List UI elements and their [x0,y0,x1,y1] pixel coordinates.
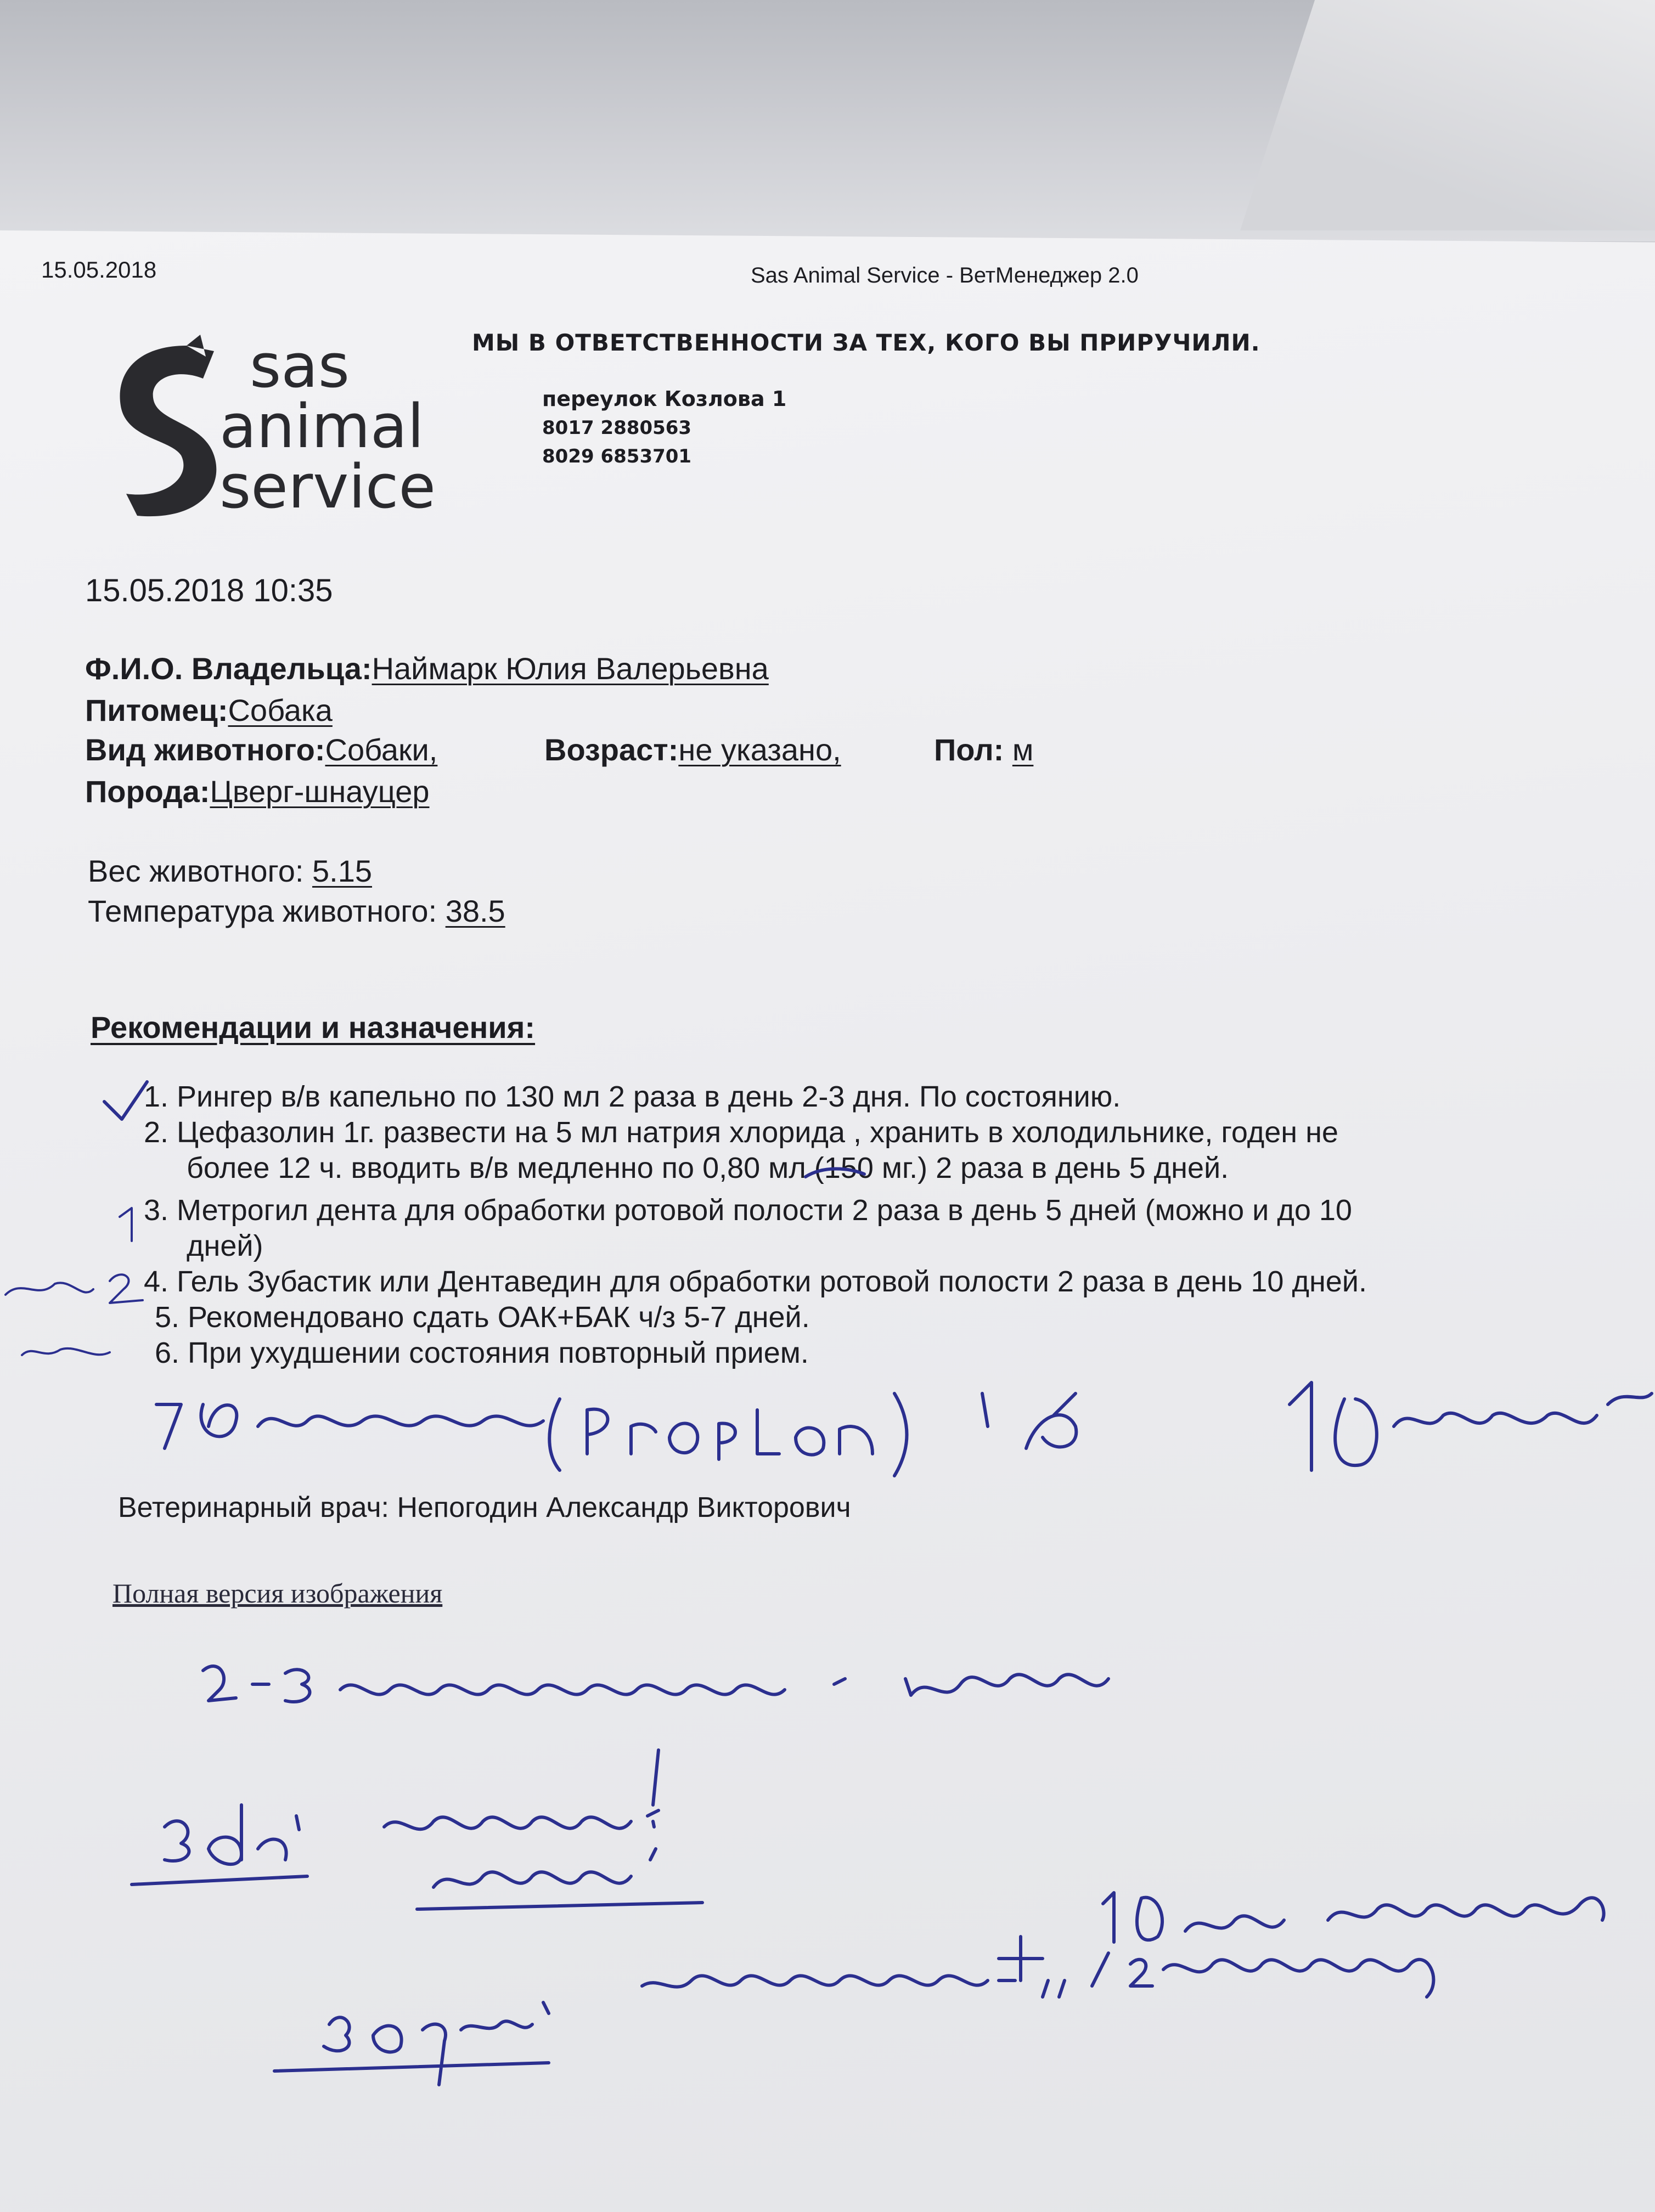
visit-datetime: 15.05.2018 10:35 [85,573,333,608]
print-date: 15.05.2018 [41,257,157,283]
handwritten-dose-note [1103,1893,1604,1942]
pet-label: Питомец: [85,693,228,727]
handwritten-word-eda [132,1805,307,1884]
species-value: Собаки, [325,732,438,767]
recommendation-item: 5. Рекомендовано сдать ОАК+БАК ч/з 5-7 дней. [155,1301,810,1334]
recommendation-item: 2. Цефазолин 1г. развести на 5 мл натрия хлорида , хранить в холодильнике, годен не [144,1116,1338,1149]
checkmark-icon [104,1082,147,1119]
logo-word-service: service [219,452,436,521]
handwritten-margin-note [5,1283,110,1355]
clinic-phone-2: 8029 6853701 [542,445,692,467]
clinic-phone-1: 8017 2880563 [542,417,692,439]
recommendation-item: 1. Рингер в/в капельно по 130 мл 2 раза в день 2-3 дня. По состоянию. [144,1080,1121,1113]
temperature-value: 38.5 [445,894,505,928]
recommendation-item: более 12 ч. вводить в/в медленно по 0,80 мл (150 мг.) 2 раза в день 5 дней. [187,1152,1229,1184]
recommendation-item: дней) [187,1229,263,1262]
handwritten-line-8 [203,1666,1108,1702]
sex-value: м [1012,732,1034,767]
owner-name: Наймарк Юлия Валерьевна [371,651,769,686]
owner-label: Ф.И.О. Владельца: [85,651,372,686]
recommendation-item: 6. При ухудшении состояния повторный прием. [155,1336,809,1369]
breed-label: Порода: [85,774,210,809]
clinic-motto: МЫ В ОТВЕТСТВЕННОСТИ ЗА ТЕХ, КОГО ВЫ ПРИРУЧИЛИ. [472,329,1260,356]
clinic-address: переулок Козлова 1 [542,387,787,411]
species-label: Вид животного: [85,732,325,767]
breed-value: Цверг-шнауцер [210,774,430,809]
weight-label: Вес животного: [88,854,304,888]
pet-value: Собака [228,693,333,727]
recommendations-title: Рекомендации и назначения: [91,1010,536,1045]
doctor-name: Ветеринарный врач: Непогодин Александр Викторович [118,1492,851,1523]
handwritten-word-pashtet [384,1750,658,1829]
handwritten-note-1 [120,1208,132,1241]
handwritten-line-7 [156,1383,1652,1476]
temperature-label: Температура животного: [88,894,437,928]
sex-label: Пол: [934,732,1004,767]
handwritten-catheter-note [1043,1953,1433,1997]
weight-value: 5.15 [312,854,373,888]
handwritten-word-cefazolin [642,1937,1043,1987]
handwritten-correction-mark [806,1169,864,1177]
handwritten-word-rekaveri [417,1849,702,1909]
full-version-link[interactable]: Полная версия изображения [112,1578,443,1609]
handwritten-word-sofia [274,2002,549,2085]
logo-word-sas: sas [250,335,350,401]
handwritten-note-2 [110,1274,143,1303]
logo-word-animal: animal [219,391,424,461]
recommendation-item: 4. Гель Зубастик или Дентаведин для обработки ротовой полости 2 раза в день 10 дней. [144,1265,1367,1298]
age-value: не указано, [678,732,841,767]
print-header: Sas Animal Service - ВетМенеджер 2.0 [751,263,1139,287]
age-label: Возраст: [544,732,679,767]
recommendation-item: 3. Метрогил дента для обработки ротовой полости 2 раза в день 5 дней (можно и до 10 [144,1194,1352,1227]
